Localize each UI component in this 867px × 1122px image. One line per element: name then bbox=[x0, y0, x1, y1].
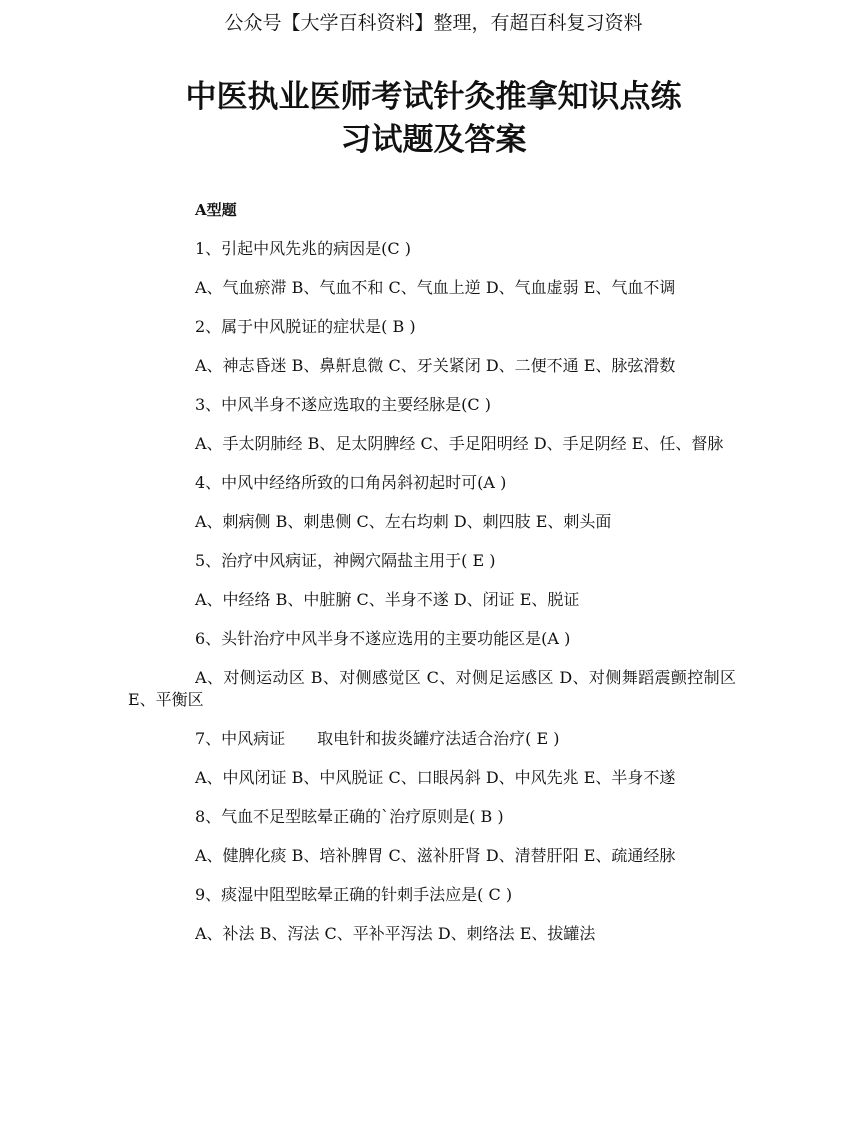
options-2: A、神志昏迷 B、鼻鼾息微 C、牙关紧闭 D、二便不通 E、脉弦滑数 bbox=[195, 356, 676, 375]
question-6: 6、头针治疗中风半身不遂应选用的主要功能区是(A ) bbox=[195, 629, 571, 648]
title-line-1: 中医执业医师考试针灸推拿知识点练 bbox=[185, 79, 682, 115]
options-3: A、手太阴肺经 B、足太阴脾经 C、手足阳明经 D、手足阴经 E、任、督脉 bbox=[195, 434, 724, 453]
question-4: 4、中风中经络所致的口角呙斜初起时可(A ) bbox=[195, 473, 507, 492]
options-7: A、中风闭证 B、中风脱证 C、口眼呙斜 D、中风先兆 E、半身不遂 bbox=[195, 768, 676, 787]
page-header: 公众号【大学百科资料】整理，有超百科复习资料 bbox=[224, 12, 643, 34]
options-1: A、气血瘀滞 B、气血不和 C、气血上逆 D、气血虚弱 E、气血不调 bbox=[195, 278, 676, 297]
document-title bbox=[0, 76, 867, 162]
question-7: 7、中风病证 取电针和拔炎罐疗法适合治疗( E ) bbox=[195, 729, 560, 748]
question-9: 9、痰湿中阻型眩晕正确的针刺手法应是( C ) bbox=[195, 885, 513, 904]
options-8: A、健脾化痰 B、培补脾胃 C、滋补肝肾 D、清替肝阳 E、疏通经脉 bbox=[195, 846, 676, 865]
options-4: A、刺病侧 B、刺患侧 C、左右均刺 D、刺四肢 E、刺头面 bbox=[195, 512, 612, 531]
options-5: A、中经络 B、中脏腑 C、半身不遂 D、闭证 E、脱证 bbox=[195, 590, 580, 609]
question-5: 5、治疗中风病证，神阙穴隔盐主用于( E ) bbox=[195, 551, 496, 570]
question-3: 3、中风半身不遂应选取的主要经脉是(C ) bbox=[195, 395, 491, 414]
title-line-2: 习试题及答案 bbox=[340, 122, 527, 158]
options-6: A、对侧运动区 B、对侧感觉区 C、对侧足运感区 D、对侧舞蹈震颤控制区 E、平衡区 bbox=[128, 668, 736, 709]
question-2: 2、属于中风脱证的症状是( B ) bbox=[195, 317, 416, 336]
question-1: 1、引起中风先兆的病因是(C ) bbox=[195, 239, 411, 258]
options-9: A、补法 B、泻法 C、平补平泻法 D、刺络法 E、拔罐法 bbox=[195, 924, 596, 943]
section-heading: A型题 bbox=[195, 201, 237, 219]
document-body bbox=[128, 199, 736, 962]
question-8: 8、气血不足型眩晕正确的`治疗原则是( B ) bbox=[195, 807, 504, 826]
